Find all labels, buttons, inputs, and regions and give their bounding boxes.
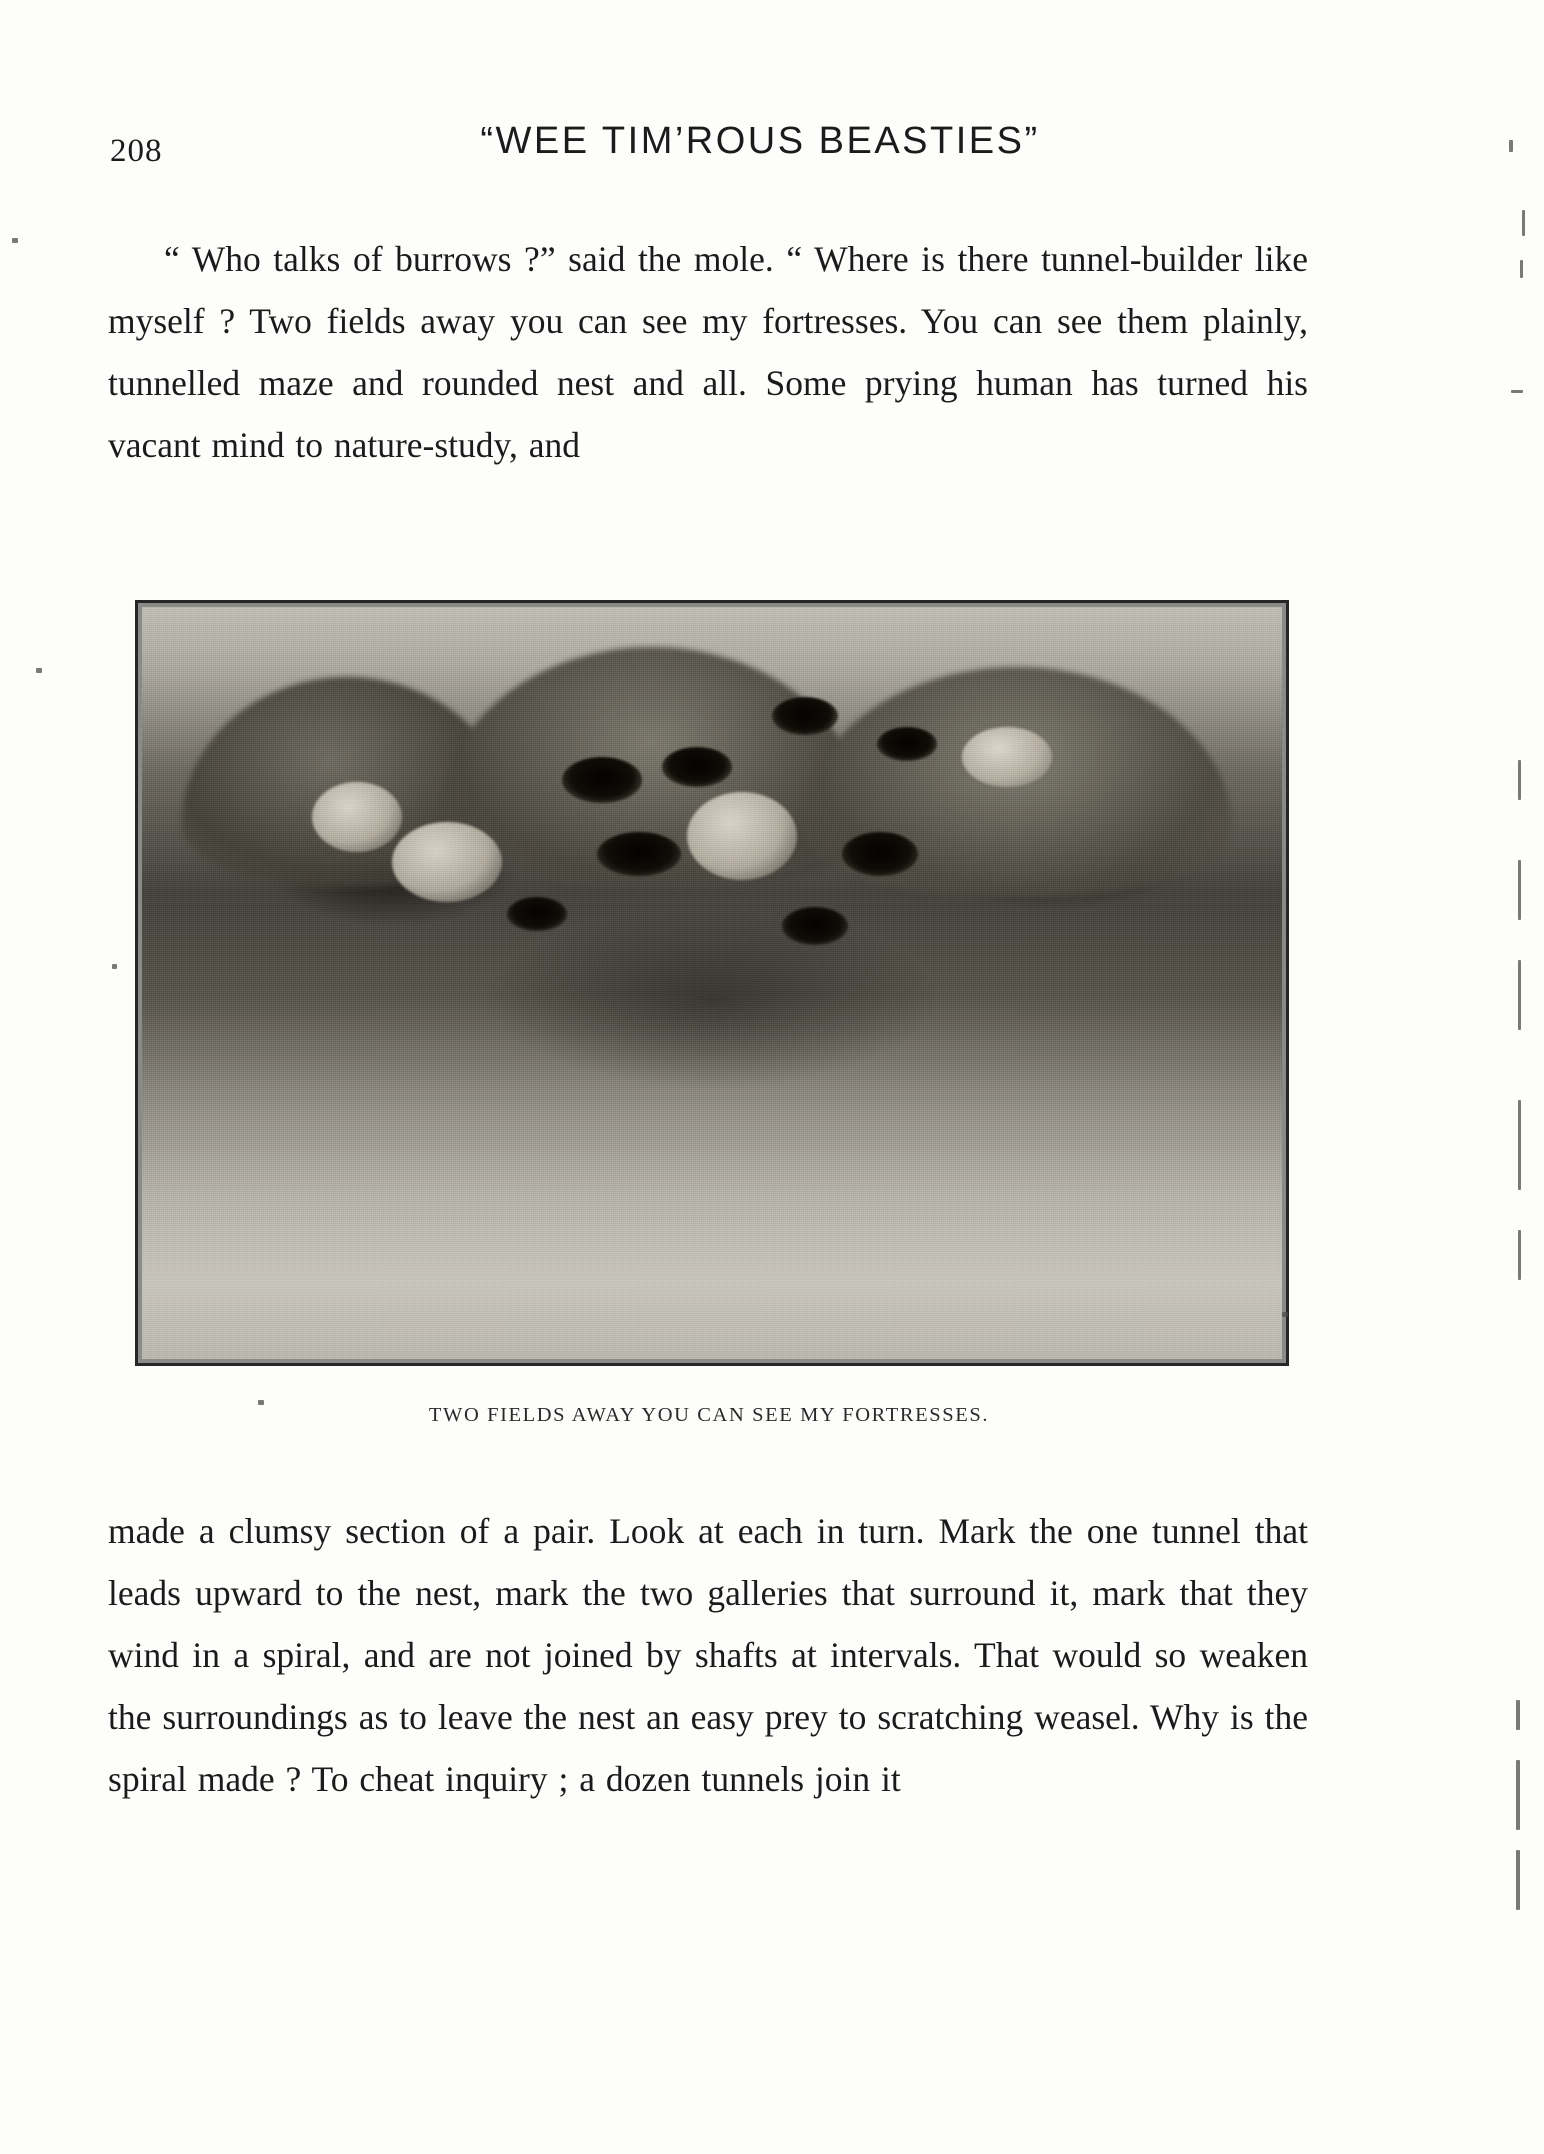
scan-speck bbox=[1516, 1850, 1520, 1910]
scan-speck bbox=[1520, 260, 1523, 278]
scan-speck bbox=[1522, 210, 1525, 236]
scan-speck bbox=[1518, 960, 1521, 1030]
body-paragraph-bottom bbox=[108, 1500, 1308, 1810]
paragraph-text: “ Who talks of burrows ?” said the mole. “ Where is there tunnel-builder like myself ? Two fields away you can see my fortresses. You can see them plainly, tunnelled maze and rounded nest and all. Some prying human has turned his vacant mind to nature-study, and bbox=[108, 239, 1308, 465]
scan-speck bbox=[112, 964, 117, 969]
scan-speck bbox=[1509, 140, 1513, 152]
figure-frame bbox=[135, 600, 1289, 1366]
scan-speck bbox=[1511, 390, 1523, 393]
scan-speck bbox=[1518, 1230, 1521, 1280]
paragraph-text: made a clumsy section of a pair. Look at each in turn. Mark the one tunnel that leads upward to the nest, mark the two galleries that surround it, mark that they wind in a spiral, and are not joined by shafts at intervals. That would so weaken the surroundings as to leave the nest an easy prey to scratching weasel. Why is the spiral made ? To cheat inquiry ; a dozen tunnels join it bbox=[108, 1511, 1308, 1799]
scan-speck bbox=[1518, 1100, 1521, 1190]
scan-speck bbox=[1516, 1760, 1520, 1830]
running-title: “WEE TIM’ROUS BEASTIES” bbox=[480, 120, 1040, 162]
body-paragraph-top bbox=[108, 228, 1308, 476]
figure bbox=[135, 600, 1283, 1427]
halftone-grain bbox=[142, 607, 1282, 1359]
scan-speck bbox=[12, 238, 18, 243]
scan-speck bbox=[1518, 860, 1521, 920]
page-header bbox=[110, 120, 1330, 180]
scan-speck bbox=[1282, 1312, 1288, 1317]
scan-speck bbox=[36, 668, 42, 673]
scan-speck bbox=[1518, 760, 1521, 800]
scan-speck bbox=[258, 1400, 264, 1405]
figure-photo bbox=[142, 607, 1282, 1359]
page-number: 208 bbox=[110, 133, 163, 169]
scan-speck bbox=[1516, 1700, 1520, 1730]
figure-caption: TWO FIELDS AWAY YOU CAN SEE MY FORTRESSES. bbox=[428, 1404, 990, 1426]
